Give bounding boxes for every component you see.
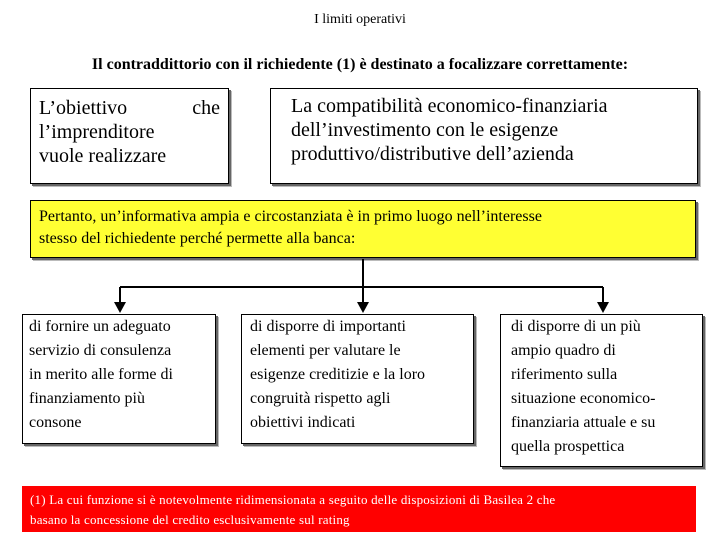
subtitle: Il contraddittorio con il richiedente (1) è destinato a focalizzare correttamente: <box>91 56 629 73</box>
footnote-line-1: (1) La cui funzione si è notevolmente ridimensionata a seguito delle disposizioni di Basilea 2 che <box>30 492 556 507</box>
compatibility-line-1: La compatibilità economico-finanziaria <box>291 95 608 117</box>
evaluation-line-5: obiettivi indicati <box>250 414 356 431</box>
objective-line-2: l’imprenditore <box>39 121 155 143</box>
footnote-box <box>22 486 696 532</box>
advisory-line-1: di fornire un adeguato <box>29 318 171 335</box>
evaluation-line-2: elementi per valutare le <box>250 342 401 359</box>
compatibility-line-2: dell’investimento con le esigenze <box>291 119 559 141</box>
reference-line-3: riferimento sulla <box>511 366 618 383</box>
evaluation-line-4: congruità rispetto agli <box>250 390 391 407</box>
objective-word-2: che <box>192 97 220 119</box>
advisory-box <box>22 314 216 444</box>
reference-frame-box <box>500 314 703 467</box>
objective-line-3: vuole realizzare <box>39 145 167 167</box>
evaluation-box <box>241 314 474 444</box>
page-title: I limiti operativi <box>314 12 406 27</box>
compatibility-line-3: produttivo/distributive dell’azienda <box>291 143 574 165</box>
advisory-line-3: in merito alle forme di <box>29 366 173 383</box>
highlight-line-2: stesso del richiedente perché permette alla banca: <box>39 230 356 247</box>
advisory-line-5: consone <box>29 414 82 431</box>
objective-word-1: L’obiettivo <box>39 97 128 119</box>
footnote-line-2: basano la concessione del credito esclusivamente sul rating <box>30 512 350 527</box>
advisory-line-2: servizio di consulenza <box>29 342 172 359</box>
middle-arrow-head <box>357 302 369 313</box>
evaluation-line-3: esigenze creditizie e la loro <box>250 366 426 383</box>
left-arrow-head <box>114 302 126 313</box>
reference-line-2: ampio quadro di <box>511 342 616 359</box>
evaluation-line-1: di disporre di importanti <box>250 318 406 335</box>
highlight-line-1: Pertanto, un’informativa ampia e circostanziata è in primo luogo nell’interesse <box>39 208 542 225</box>
advisory-line-4: finanziamento più <box>29 390 145 407</box>
reference-line-5: finanziaria attuale e su <box>511 414 656 431</box>
reference-line-6: quella prospettica <box>511 438 625 455</box>
right-arrow-head <box>597 302 609 313</box>
reference-line-4: situazione economico- <box>511 390 656 407</box>
reference-line-1: di disporre di un più <box>511 318 641 335</box>
